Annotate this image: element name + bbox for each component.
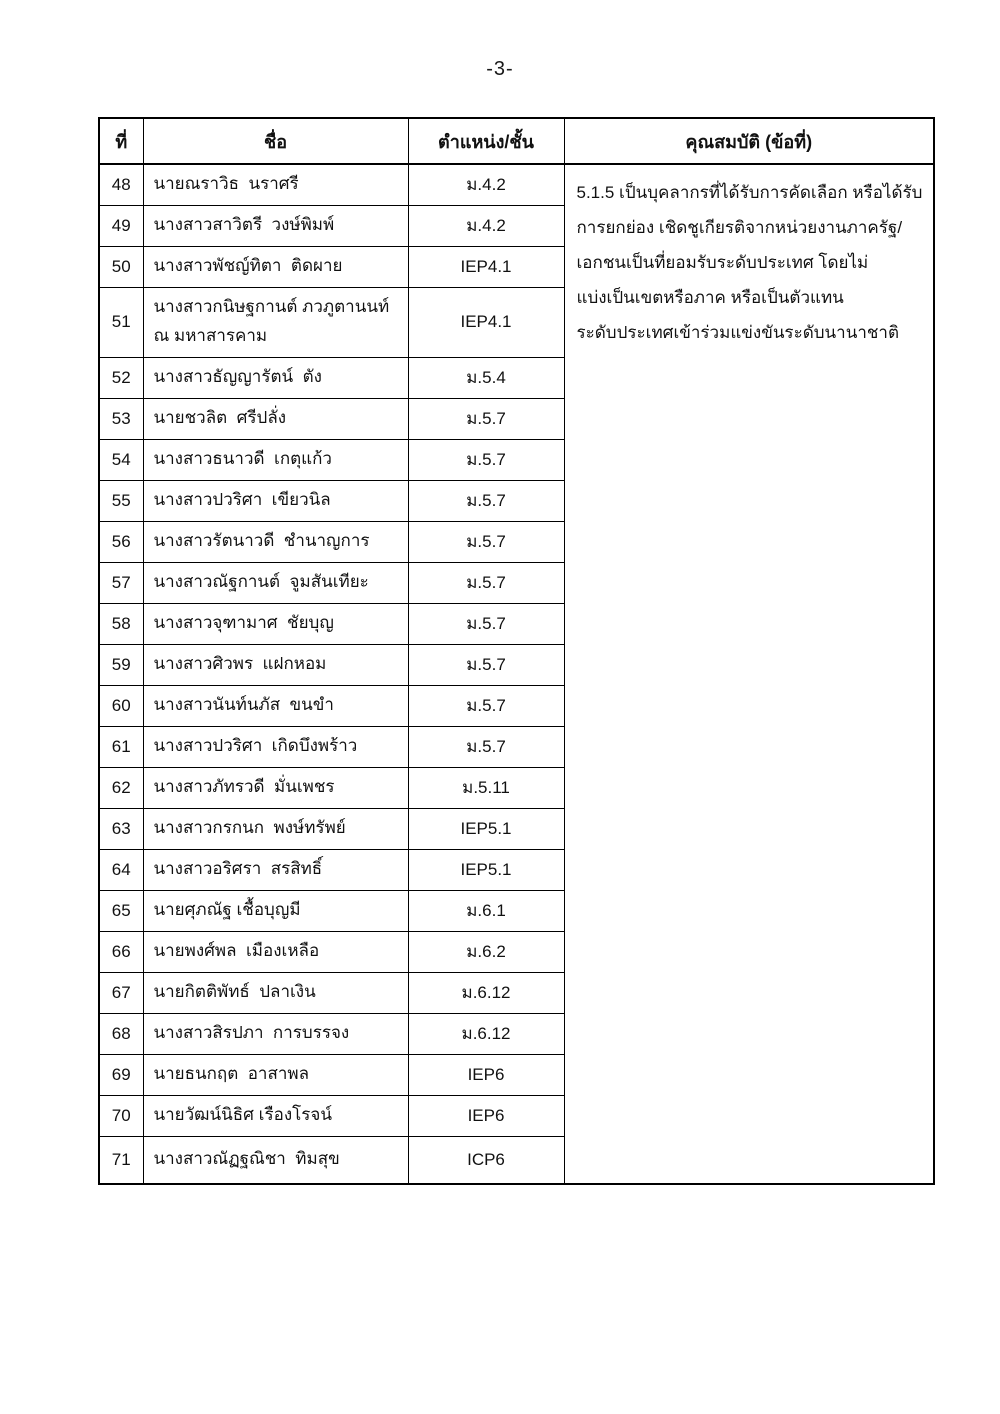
row-number: 58 <box>99 603 143 644</box>
student-name: นางสาวกรกนก พงษ์ทรัพย์ <box>143 808 408 849</box>
class-level: ม.5.4 <box>408 357 564 398</box>
student-name: นางสาวศิวพร แฝกหอม <box>143 644 408 685</box>
student-name: นางสาวสิรปภา การบรรจง <box>143 1013 408 1054</box>
header-row <box>99 118 934 164</box>
table-body <box>99 164 934 1184</box>
class-level: ม.5.7 <box>408 603 564 644</box>
col-header-no: ที่ <box>99 118 143 164</box>
class-level: ม.4.2 <box>408 164 564 205</box>
class-level: ม.5.7 <box>408 521 564 562</box>
row-number: 67 <box>99 972 143 1013</box>
qualification-line: เอกชนเป็นที่ยอมรับระดับประเทศ โดยไม่ <box>576 253 869 272</box>
student-name: นายธนกฤต อาสาพล <box>143 1054 408 1095</box>
class-level: ICP6 <box>408 1136 564 1184</box>
student-name: นางสาวกนิษฐกานต์ ภวภูตานนท์ ณ มหาสารคาม <box>143 287 408 357</box>
student-name: นายณราวิธ นราศรี <box>143 164 408 205</box>
class-level: IEP6 <box>408 1054 564 1095</box>
class-level: ม.6.12 <box>408 972 564 1013</box>
row-number: 50 <box>99 246 143 287</box>
row-number: 71 <box>99 1136 143 1184</box>
class-level: ม.5.7 <box>408 685 564 726</box>
class-level: IEP6 <box>408 1095 564 1136</box>
row-number: 68 <box>99 1013 143 1054</box>
student-name: นางสาวรัตนาวดี ชำนาญการ <box>143 521 408 562</box>
student-name: นางสาวธัญญารัตน์ ตัง <box>143 357 408 398</box>
student-name: นางสาวปวริศา เกิดบึงพร้าว <box>143 726 408 767</box>
student-name: นางสาวพัชญ์ทิตา ติดผาย <box>143 246 408 287</box>
qualification-line: แบ่งเป็นเขตหรือภาค หรือเป็นตัวแทน <box>576 288 844 307</box>
col-header-position: ตำแหน่ง/ชั้น <box>408 118 564 164</box>
student-name: นางสาวปวริศา เขียวนิล <box>143 480 408 521</box>
class-level: ม.5.11 <box>408 767 564 808</box>
qualification-line: ระดับประเทศเข้าร่วมแข่งขันระดับนานาชาติ <box>576 323 899 342</box>
class-level: IEP5.1 <box>408 808 564 849</box>
student-name: นางสาวสาวิตรี วงษ์พิมพ์ <box>143 205 408 246</box>
row-number: 59 <box>99 644 143 685</box>
row-number: 52 <box>99 357 143 398</box>
page-number: -3- <box>486 58 514 80</box>
class-level: ม.6.2 <box>408 931 564 972</box>
student-name: นางสาวธนาวดี เกตุแก้ว <box>143 439 408 480</box>
row-number: 56 <box>99 521 143 562</box>
class-level: ม.5.7 <box>408 644 564 685</box>
col-header-qualification: คุณสมบัติ (ข้อที่) <box>564 118 934 164</box>
student-name: นายกิตติพัทธ์ ปลาเงิน <box>143 972 408 1013</box>
student-name: นางสาวอริศรา สรสิทธิ์ <box>143 849 408 890</box>
row-number: 63 <box>99 808 143 849</box>
qualification-cell <box>564 164 934 1184</box>
row-number: 61 <box>99 726 143 767</box>
row-number: 62 <box>99 767 143 808</box>
student-name: นางสาวณัฐกานต์ จูมสันเทียะ <box>143 562 408 603</box>
student-name: นางสาวจุฑามาศ ชัยบุญ <box>143 603 408 644</box>
row-number: 49 <box>99 205 143 246</box>
student-name: นายชวลิต ศรีปลั่ง <box>143 398 408 439</box>
qualification-line: 5.1.5 เป็นบุคลากรที่ได้รับการคัดเลือก หรือได้รับ <box>576 183 923 202</box>
table-row <box>99 164 934 205</box>
class-level: IEP4.1 <box>408 287 564 357</box>
student-name: นายศุภณัฐ เชื้อบุญมี <box>143 890 408 931</box>
class-level: ม.5.7 <box>408 480 564 521</box>
row-number: 53 <box>99 398 143 439</box>
class-level: ม.5.7 <box>408 726 564 767</box>
class-level: ม.5.7 <box>408 398 564 439</box>
row-number: 69 <box>99 1054 143 1095</box>
col-header-name: ชื่อ <box>143 118 408 164</box>
student-name: นายพงศ์พล เมืองเหลือ <box>143 931 408 972</box>
class-level: ม.5.7 <box>408 439 564 480</box>
class-level: ม.4.2 <box>408 205 564 246</box>
row-number: 51 <box>99 287 143 357</box>
student-roster-table <box>98 117 935 1185</box>
student-name: นางสาวณัฏฐณิชา ทิมสุข <box>143 1136 408 1184</box>
row-number: 70 <box>99 1095 143 1136</box>
student-name: นายวัฒน์นิธิศ เรืองโรจน์ <box>143 1095 408 1136</box>
row-number: 57 <box>99 562 143 603</box>
row-number: 55 <box>99 480 143 521</box>
row-number: 65 <box>99 890 143 931</box>
qualification-line: การยกย่อง เชิดชูเกียรติจากหน่วยงานภาครัฐ/ <box>576 218 903 237</box>
student-name: นางสาวภัทรวดี มั่นเพชร <box>143 767 408 808</box>
class-level: IEP4.1 <box>408 246 564 287</box>
class-level: IEP5.1 <box>408 849 564 890</box>
row-number: 66 <box>99 931 143 972</box>
row-number: 48 <box>99 164 143 205</box>
row-number: 54 <box>99 439 143 480</box>
student-name: นางสาวนันท์นภัส ขนขำ <box>143 685 408 726</box>
row-number: 60 <box>99 685 143 726</box>
class-level: ม.5.7 <box>408 562 564 603</box>
class-level: ม.6.12 <box>408 1013 564 1054</box>
class-level: ม.6.1 <box>408 890 564 931</box>
row-number: 64 <box>99 849 143 890</box>
